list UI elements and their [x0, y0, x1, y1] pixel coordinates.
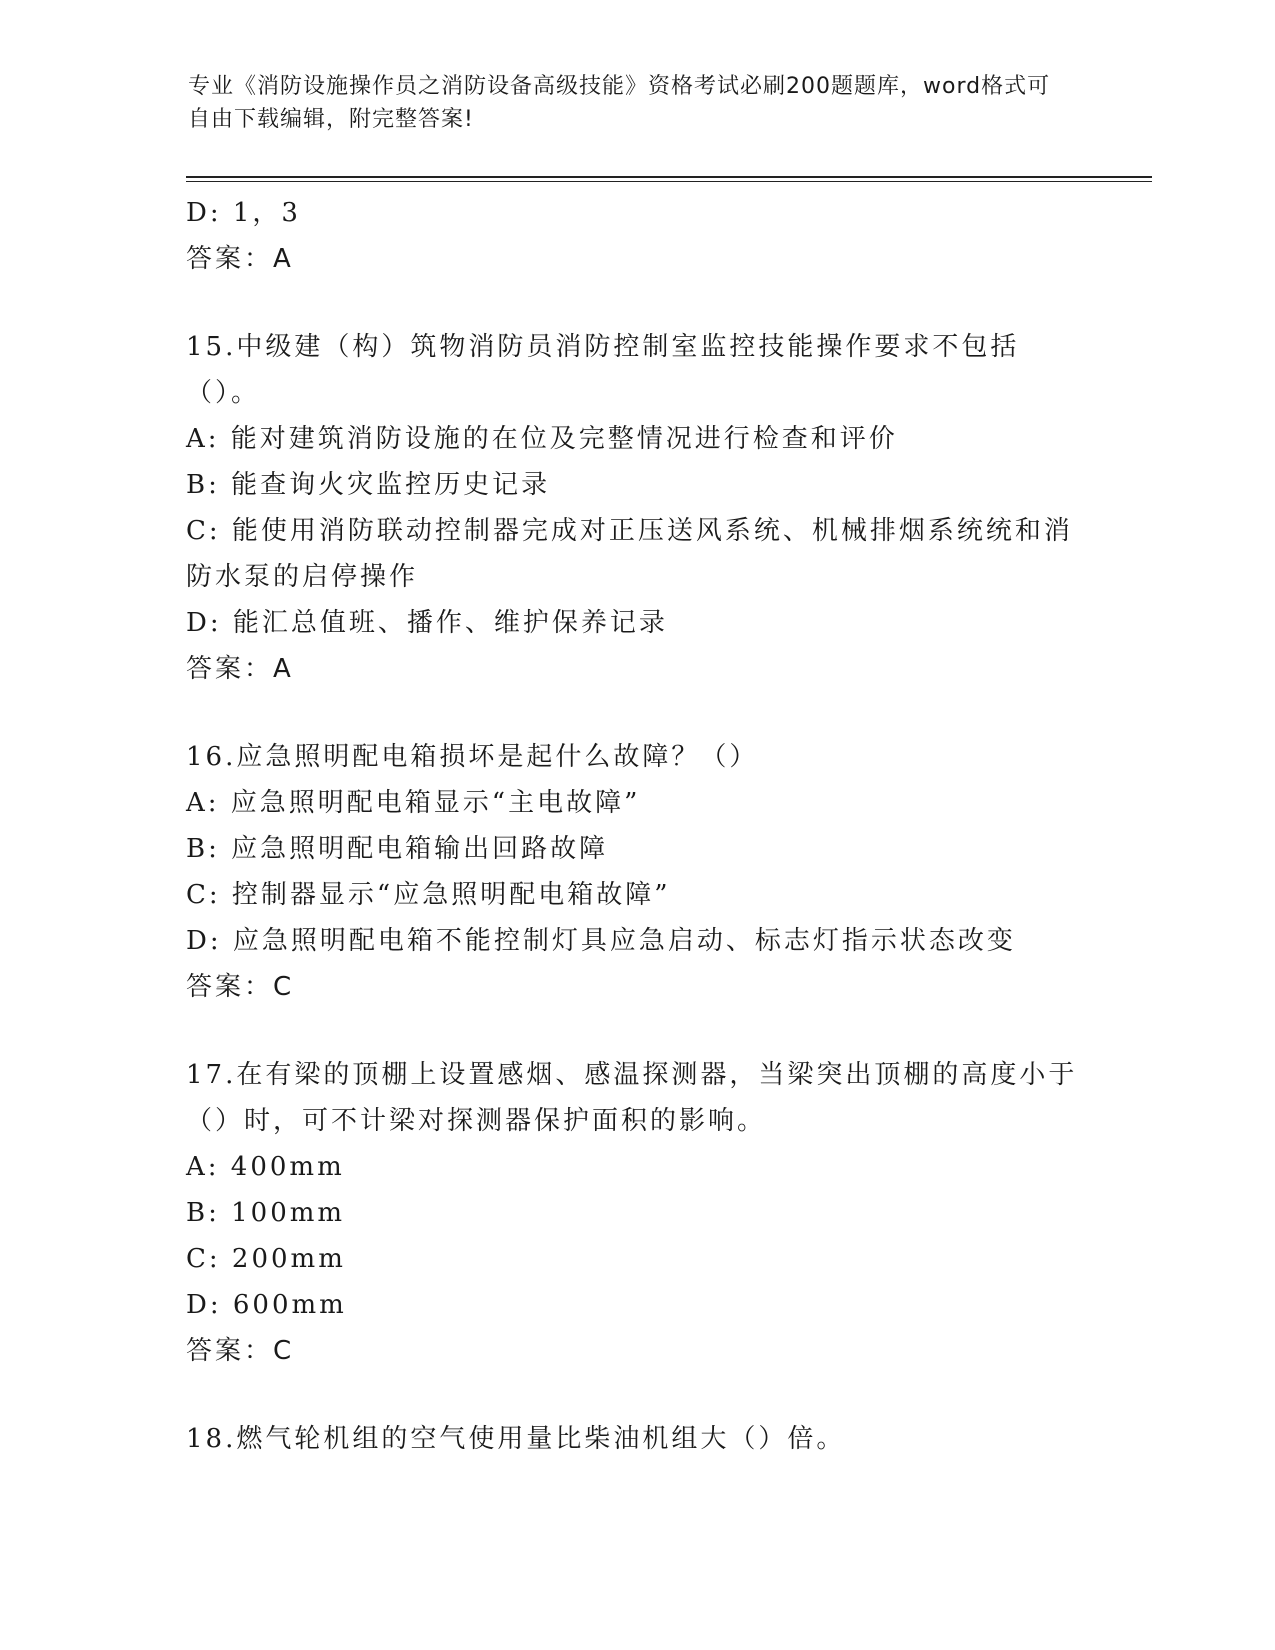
prev-question-tail: [186, 190, 1086, 282]
option-c: C: 200mm: [186, 1244, 346, 1274]
header-title: 专业《消防设施操作员之消防设备高级技能》资格考试必刷200题题库，word格式可自由下载编辑，附完整答案!: [188, 74, 1051, 132]
answer: 答案：C: [186, 972, 295, 1002]
question-17: [186, 1052, 1086, 1374]
answer: 答案：A: [186, 654, 294, 684]
option-d: D: 1，3: [186, 198, 301, 228]
question-stem: 16.应急照明配电箱损坏是起什么故障？（）: [186, 742, 759, 772]
option-d: D: 应急照明配电箱不能控制灯具应急启动、标志灯指示状态改变: [186, 926, 1016, 956]
question-stem: 18.燃气轮机组的空气使用量比柴油机组大（）倍。: [186, 1424, 846, 1454]
question-15: [186, 324, 1086, 692]
question-16: [186, 734, 1086, 1010]
option-b: B: 能查询火灾监控历史记录: [186, 470, 551, 500]
option-a: A: 应急照明配电箱显示“主电故障”: [186, 788, 641, 818]
document-header: [188, 70, 1068, 136]
option-c: C: 控制器显示“应急照明配电箱故障”: [186, 880, 671, 910]
option-d: D: 600mm: [186, 1290, 347, 1320]
option-a: A: 能对建筑消防设施的在位及完整情况进行检查和评价: [186, 424, 898, 454]
question-stem: 17.在有梁的顶棚上设置感烟、感温探测器，当梁突出顶棚的高度小于（）时，可不计梁对探测器保护面积的影响。: [186, 1060, 1078, 1136]
question-stem: 15.中级建（构）筑物消防员消防控制室监控技能操作要求不包括（）。: [186, 332, 1020, 408]
option-a: A: 400mm: [186, 1152, 345, 1182]
answer: 答案：A: [186, 244, 294, 274]
header-rule-thin: [186, 181, 1152, 182]
answer: 答案：C: [186, 1336, 295, 1366]
question-list: [186, 190, 1086, 1462]
option-b: B: 应急照明配电箱输出回路故障: [186, 834, 609, 864]
question-18: [186, 1416, 1086, 1462]
option-d: D: 能汇总值班、播作、维护保养记录: [186, 608, 668, 638]
option-c: C: 能使用消防联动控制器完成对正压送风系统、机械排烟系统统和消防水泵的启停操作: [186, 516, 1073, 592]
header-rule: [186, 176, 1152, 178]
option-b: B: 100mm: [186, 1198, 346, 1228]
